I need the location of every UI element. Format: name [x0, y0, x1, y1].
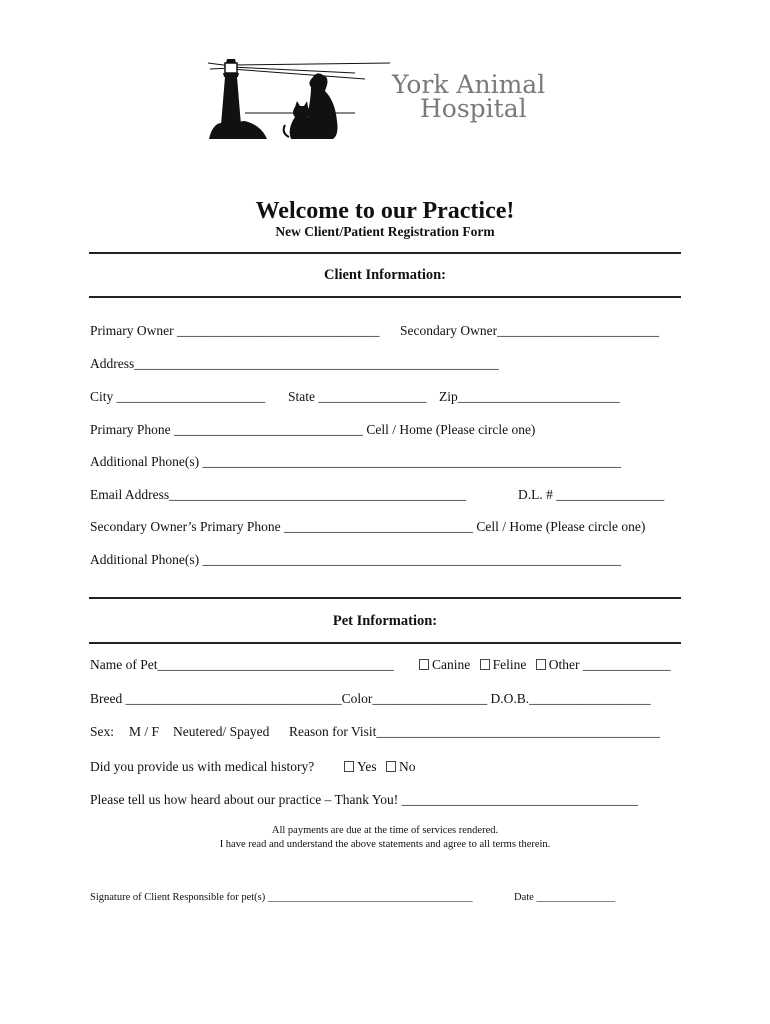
date-field[interactable]: Date _______________	[514, 892, 616, 903]
breed-color-dob-field[interactable]: Breed ________________________________Color_________________ D.O.B.__________________	[90, 691, 651, 706]
divider-top-client	[89, 252, 681, 254]
referral-field[interactable]: Please tell us how heard about our practice – Thank You! ___________________________________	[90, 792, 638, 807]
yes-checkbox[interactable]	[344, 761, 354, 772]
city-field[interactable]: City ______________________	[90, 389, 266, 404]
pet-name-field[interactable]: Name of Pet___________________________________	[90, 657, 394, 672]
client-section-heading: Client Information:	[323, 267, 447, 283]
neutered-spayed-option[interactable]: Neutered/ Spayed	[173, 724, 270, 739]
other-checkbox[interactable]	[536, 659, 546, 670]
other-field[interactable]: Other _____________	[548, 657, 671, 672]
reason-for-visit-field[interactable]: Reason for Visit__________________________________________	[289, 724, 660, 739]
yes-label: Yes	[357, 759, 377, 774]
sex-options[interactable]: M / F	[129, 724, 160, 739]
additional-phone-field-1[interactable]: Additional Phone(s) ______________________________________________________________	[90, 454, 621, 469]
lighthouse-pets-logo-icon	[205, 55, 395, 145]
no-label: No	[399, 759, 416, 774]
no-checkbox[interactable]	[386, 761, 396, 772]
agreement-note: I have read and understand the above statements and agree to all terms therein.	[219, 839, 551, 850]
feline-label: Feline	[492, 657, 527, 672]
signature-field[interactable]: Signature of Client Responsible for pet(s) _______________________________________	[90, 892, 473, 903]
additional-phone-field-2[interactable]: Additional Phone(s) ______________________________________________________________	[90, 552, 621, 567]
pet-section-heading: Pet Information:	[332, 613, 438, 629]
email-field[interactable]: Email Address____________________________________________	[90, 487, 467, 502]
medical-history-question: Did you provide us with medical history?	[90, 759, 315, 774]
primary-phone-field[interactable]: Primary Phone ____________________________ Cell / Home (Please circle one)	[90, 422, 536, 437]
page-title: Welcome to our Practice!	[255, 198, 515, 224]
canine-checkbox[interactable]	[419, 659, 429, 670]
divider-bottom-client	[89, 296, 681, 298]
logo-text-line2: Hospital	[420, 94, 527, 123]
payments-note: All payments are due at the time of services rendered.	[271, 825, 499, 836]
page-subtitle: New Client/Patient Registration Form	[275, 224, 495, 239]
divider-top-pet	[89, 597, 681, 599]
secondary-owner-phone-field[interactable]: Secondary Owner’s Primary Phone ____________________________ Cell / Home (Please circle one)	[90, 519, 646, 534]
address-field[interactable]: Address______________________________________________________	[90, 356, 499, 371]
logo-text-line1: York Animal	[392, 70, 546, 99]
feline-checkbox[interactable]	[480, 659, 490, 670]
primary-owner-field[interactable]: Primary Owner ______________________________	[90, 323, 380, 338]
state-field[interactable]: State ________________	[288, 389, 427, 404]
drivers-license-field[interactable]: D.L. # ________________	[518, 487, 665, 502]
sex-label: Sex:	[90, 724, 115, 739]
species-checkboxes	[419, 657, 671, 673]
canine-label: Canine	[432, 657, 471, 672]
divider-bottom-pet	[89, 642, 681, 644]
medical-history-options	[344, 759, 416, 775]
secondary-owner-field[interactable]: Secondary Owner________________________	[400, 323, 660, 338]
zip-field[interactable]: Zip________________________	[439, 389, 620, 404]
